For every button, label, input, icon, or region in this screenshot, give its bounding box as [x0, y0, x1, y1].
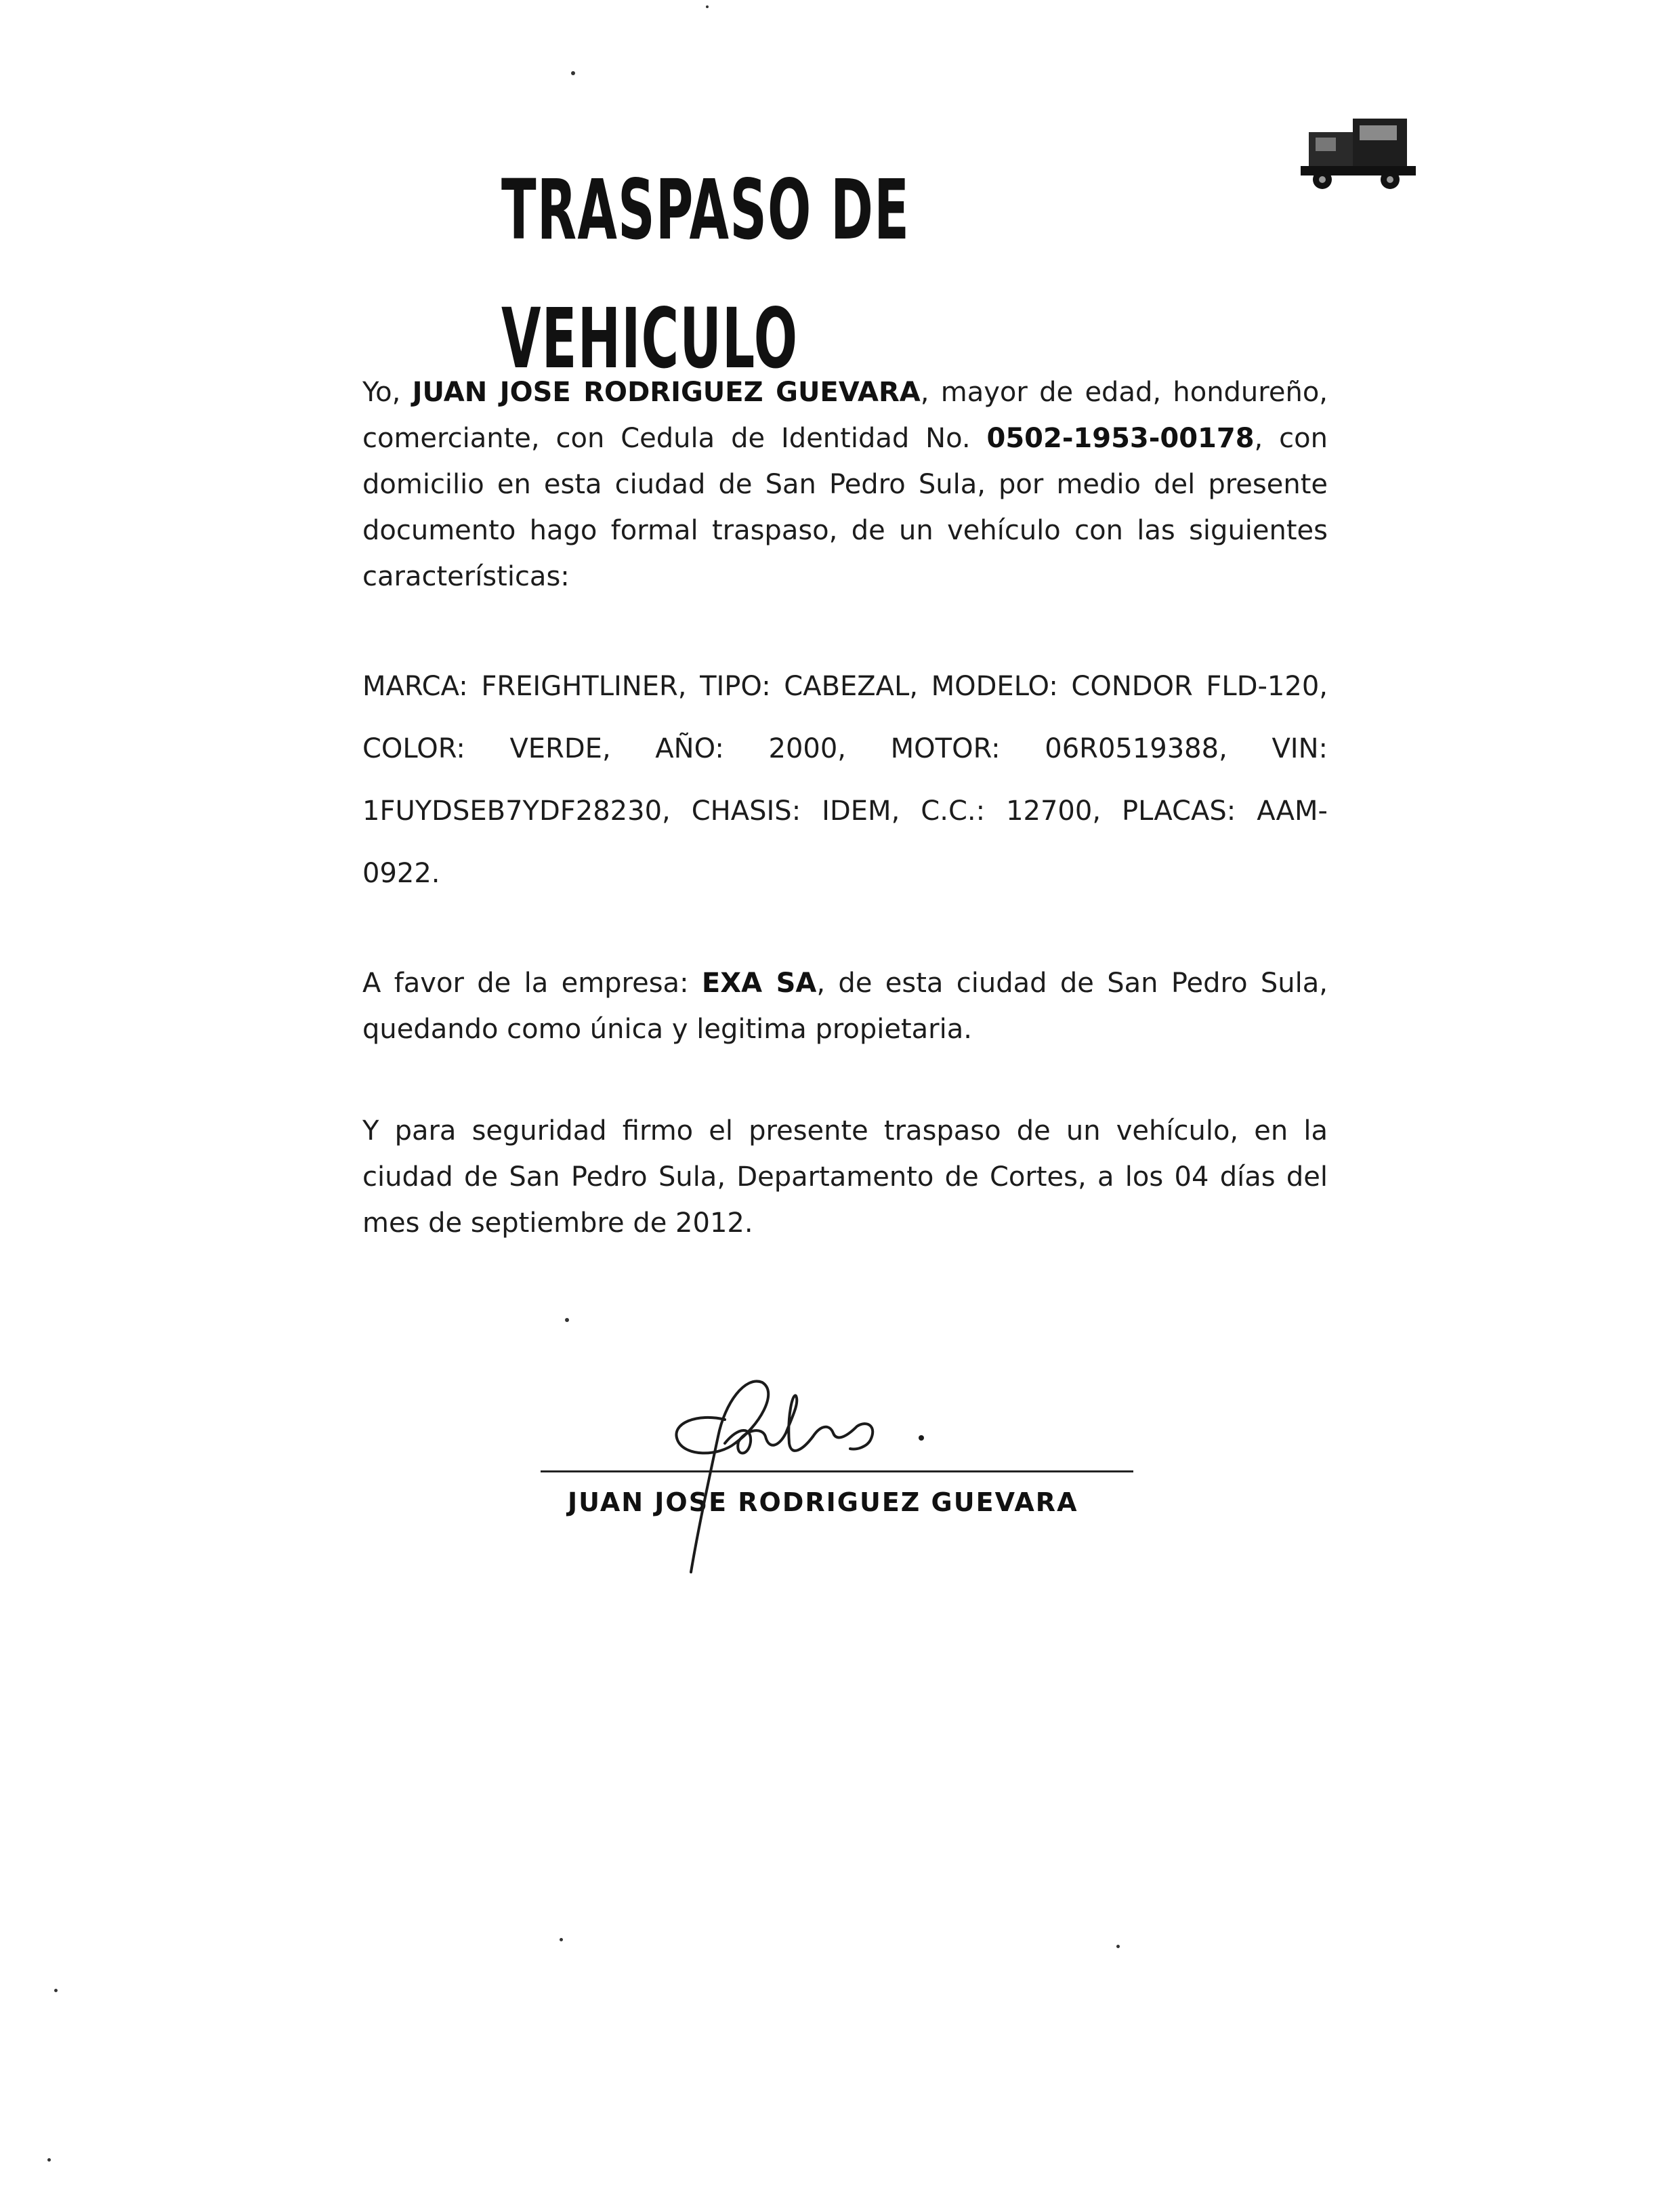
scan-speck	[706, 5, 709, 8]
scan-speck	[1116, 1945, 1120, 1948]
document-title: TRASPASO DE VEHICULO	[501, 162, 910, 387]
scan-speck	[54, 1989, 58, 1992]
declarant-name: JUAN JOSE RODRIGUEZ GUEVARA	[412, 377, 921, 408]
vehicle-details: MARCA: FREIGHTLINER, TIPO: CABEZAL, MODELO: CONDOR FLD-120, COLOR: VERDE, AÑO: 2000, MOTOR: 06R0519388, VIN: 1FUYDSEB7YDF28230, CHASIS: IDEM, C.C.: 12700, PLACAS: AAM-0922.	[362, 671, 1328, 889]
scan-speck	[560, 1938, 563, 1941]
signer-name: JUAN JOSE RODRIGUEZ GUEVARA	[568, 1487, 1078, 1517]
declaration-paragraph	[362, 369, 1328, 600]
text-fragment: , de esta ciudad de San Pedro Sula, quedando como única y legitima propietaria.	[362, 968, 1328, 1045]
company-name: EXA SA	[701, 968, 817, 999]
text-fragment: Yo,	[362, 377, 413, 408]
text-fragment: , mayor de edad, hondureño, comerciante, con Cedula de Identidad No.	[362, 377, 1328, 454]
id-number: 0502-1953-00178	[986, 423, 1255, 454]
scan-speck	[47, 2158, 51, 2162]
closing-paragraph: Y para seguridad firmo el presente traspaso de un vehículo, en la ciudad de San Pedro Sula, Departamento de Cortes, a los 04 días del mes de septiembre de 2012.	[362, 1115, 1328, 1239]
text-fragment: , con domicilio en esta ciudad de San Pedro Sula, por medio del presente documento hago formal traspaso, de un vehículo con las siguientes características:	[362, 423, 1328, 592]
handwritten-signature	[644, 1362, 969, 1586]
truck-icon	[1295, 112, 1417, 200]
beneficiary-paragraph	[362, 960, 1328, 1052]
scan-speck	[565, 1318, 569, 1322]
text-fragment: A favor de la empresa:	[362, 968, 702, 999]
document-body	[362, 369, 1328, 1246]
scan-speck	[571, 71, 575, 75]
